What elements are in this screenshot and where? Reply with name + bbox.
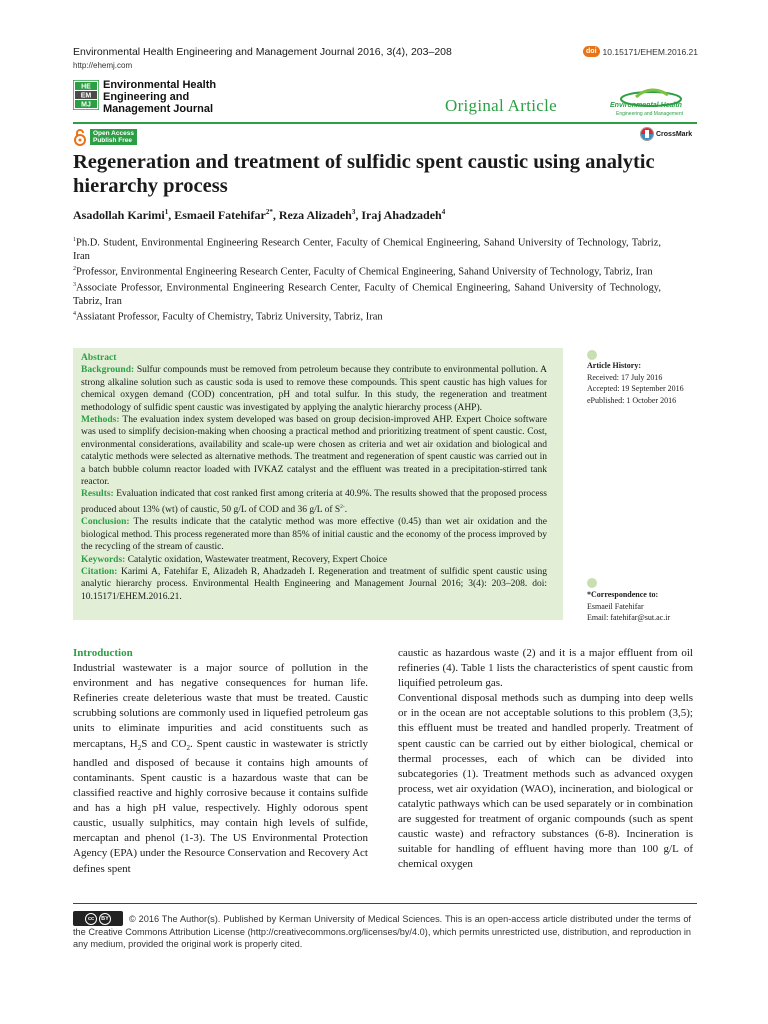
crossmark-link[interactable] <box>640 127 692 141</box>
article-title: Regeneration and treatment of sulfidic spent caustic using analytic hierarchy process <box>73 151 655 197</box>
body-column-left <box>73 646 368 877</box>
email-link[interactable]: fatehifar@sut.ac.ir <box>610 613 671 622</box>
abstract-background: Background: Sulfur compounds must be removed from petroleum because they contribute to environmental pollution. A strong alkaline solution such as caustic soda is used to remove these compounds. This spent caustic has high values for chemical oxygen demand (COD) concentration, pH and total sulfur. In this study, the regeneration and treatment methodology of sulfidic spent caustic was investigated by applying the analytic hierarchy process (AHP). <box>81 365 547 413</box>
body-paragraph: Conventional disposal methods such as dumping into deep wells or in the ocean are not acceptable solutions to this problem (3,5); this effluent must be treated and handled properly. Treatment of spent caustic can be carried out by either biological, chemical or thermal processes, each of which can be divided into subcategories (1). Treatment methods such as advanced oxygen process, wet air oxyidation (WAO), incineration, and biological or catalytic pathways which can be used separately or in combination are suggested for treatment of organic compounds (such as spent caustic waste) and refractory substances (6-8). Incineration is suitable for handling of effluent having more than 100 g/L of chemical oxygen <box>398 692 693 871</box>
affiliations <box>73 234 661 324</box>
license-text: © 2016 The Author(s). Published by Kerman University of Medical Sciences. This is an open-access article distributed under the terms of the Creative Commons Attribution License (http://creativecommons.org/licenses/by/4.0), which permits unrestricted use, distribution, and reproduction in any medium, provided the original work is properly cited. <box>73 914 691 950</box>
email-label: Email: <box>587 613 609 622</box>
author-sup: 2* <box>265 208 273 216</box>
body-paragraph: caustic as hazardous waste (2) and it is a major effluent from oil refineries (4). Table 1 lists the characteristics of spent caustic from liquified petroleum gas. <box>398 647 693 690</box>
logo-letters-1: HE <box>81 83 91 91</box>
logo-letters-2: EM <box>80 92 92 100</box>
history-heading: Article History: <box>587 361 641 370</box>
logo-text-line-1: Environmental Health <box>103 79 217 91</box>
logo-text-line-2: Engineering and <box>103 91 190 103</box>
affiliation: $^3$Associate Professor, Environmental Engineering Research Center, Faculty of Chemical Engineering, Sahand University of Technology, Tabriz, Iran <box>73 281 661 307</box>
society-logo-subtitle: Engineering and Management <box>616 111 683 117</box>
body-column-right <box>398 646 693 872</box>
journal-logo-icon <box>73 80 99 110</box>
correspondence-email <box>587 612 670 624</box>
correspondence-heading: *Correspondence to: <box>587 590 659 599</box>
society-logo-name: Environmental Health <box>610 102 682 109</box>
header-divider <box>73 122 697 124</box>
author-sup: 4 <box>441 208 446 216</box>
journal-url-link[interactable]: http://ehemj.com <box>73 61 133 70</box>
article-history <box>587 360 684 406</box>
doi-text: 10.15171/EHEM.2016.21 <box>602 46 698 57</box>
open-access-line-2: Publish Free <box>93 137 133 144</box>
crossmark-icon <box>640 127 654 141</box>
author-name: Reza Alizadeh <box>278 208 352 222</box>
epublished-date: ePublished: 1 October 2016 <box>587 395 677 405</box>
open-access-line-1: Open Access <box>93 130 134 137</box>
doi-badge-icon: doi <box>583 46 600 57</box>
history-bullet-icon <box>587 350 597 360</box>
body-paragraph: Industrial wastewater is a major source of pollution in the environment and has negative consequences for human life. Refineries create deleterious waste that must be treated. Caustic scrubbing solutions are commonly used in liquefied petroleum gas units to eliminate impurities and acid constituents such as mercaptans, $H_2S$ and $CO_2$. Spent caustic in wastewater is strictly handled and disposed of because it contains high amounts of contaminants. Spent caustic is a hazardous waste that can be classified reactive and highly corrosive because it contains sulfide and has a high pH value, respectively. Highly odorous spent caustic, usually sulphitics, may contain high levels of sulfide, mercaptan and phenol (1-3). The US Environmental Protection Agency (EPA) under the Resource Conservation and Recovery Act defines spent <box>73 662 369 875</box>
affiliation: $^2$Professor, Environmental Engineering Research Center, Faculty of Chemical Engineering, Sahand University of Technology, Tabriz, Iran <box>73 266 653 278</box>
accepted-date: Accepted: 19 September 2016 <box>587 384 684 393</box>
section-label: Original Article <box>445 96 557 115</box>
author-sup: 3 <box>351 208 356 216</box>
open-access-label <box>90 129 137 145</box>
doi[interactable] <box>583 46 698 57</box>
introduction-heading: Introduction <box>73 647 133 659</box>
logo-text-line-3: Management Journal <box>103 103 214 115</box>
journal-logo-text <box>103 79 216 115</box>
affiliation: $^1$Ph.D. Student, Environmental Engineering Research Center, Faculty of Chemical Engineering, Sahand University of Technology, Tabriz, Iran <box>73 237 661 262</box>
open-access-badge <box>73 128 137 146</box>
logo-letters-3: MJ <box>81 101 91 109</box>
abstract-results: Results: Evaluation indicated that cost ranked first among criteria at 40.9%. The results showed that the proposed process produced about 13% (wt) of caustic, 50 g/L of COD and 36 g/L of $S^{2-}$. <box>81 489 547 516</box>
author-list: Asadollah Karimi$^1$, Esmaeil Fatehifar$^{2*}$, Reza Alizadeh$^3$, Iraj Ahadzadeh$^4$ <box>73 208 446 222</box>
affiliation: $^4$Assiatant Professor, Faculty of Chemistry, Tabriz University, Tabriz, Iran <box>73 310 383 323</box>
author-sup: 1 <box>164 208 169 216</box>
creative-commons-icon[interactable] <box>73 911 123 926</box>
cc-mark-icon: cc <box>85 913 97 925</box>
abstract-keywords: Keywords: Catalytic oxidation, Wastewater treatment, Recovery, Expert Choice <box>81 554 388 565</box>
open-lock-icon <box>73 128 87 146</box>
correspondence-bullet-icon <box>587 578 597 588</box>
footer-divider <box>73 903 697 904</box>
abstract-methods: Methods: The evaluation index system developed was based on group decision-improved AHP. Expert Choice software was used to simplify decision-making when choosing a practical method and prioritizing treatment of spent caustic. Cost, environmental considerations, availability and scale-up were chosen as criteria and wet air oxidation and biological and catalytic methods were selected as alternative methods. The treatment and regeneration of spent caustic was carried out in a batch bubble column reactor loaded with IVKAZ catalyst and the effluent was treated in a precipitation-stirred tank reactor. <box>81 415 547 488</box>
correspondence-name: Esmaeil Fatehifar <box>587 601 644 611</box>
author-name: Iraj Ahadzadeh <box>361 208 442 222</box>
journal-citation-line: Environmental Health Engineering and Management Journal 2016, 3(4), 203–208 <box>73 46 452 58</box>
author-name: Esmaeil Fatehifar <box>174 208 266 222</box>
abstract-conclusion: Conclusion: The results indicate that the catalytic method was more effective (0.45) than wet air oxidation and the biological method. This process regenerated more than 85% of initial caustic and the economy of the process improved by the recycling of the stream of caustic. <box>81 517 547 553</box>
author-name: Asadollah Karimi <box>73 208 165 222</box>
by-mark-icon: BY <box>99 913 111 925</box>
received-date: Received: 17 July 2016 <box>587 372 663 382</box>
abstract-heading: Abstract <box>81 353 117 363</box>
crossmark-label: CrossMark <box>656 130 693 138</box>
correspondence <box>587 589 670 624</box>
abstract <box>81 352 547 603</box>
abstract-citation: Citation: Karimi A, Fatehifar E, Alizadeh R, Ahadzadeh I. Regeneration and treatment of sulfidic spent caustic using analytic hierarchy process. Environmental Health Engineering and Management Journal 2016; 3(4): 203–208. doi: 10.15171/EHEM.2016.21. <box>81 567 547 602</box>
